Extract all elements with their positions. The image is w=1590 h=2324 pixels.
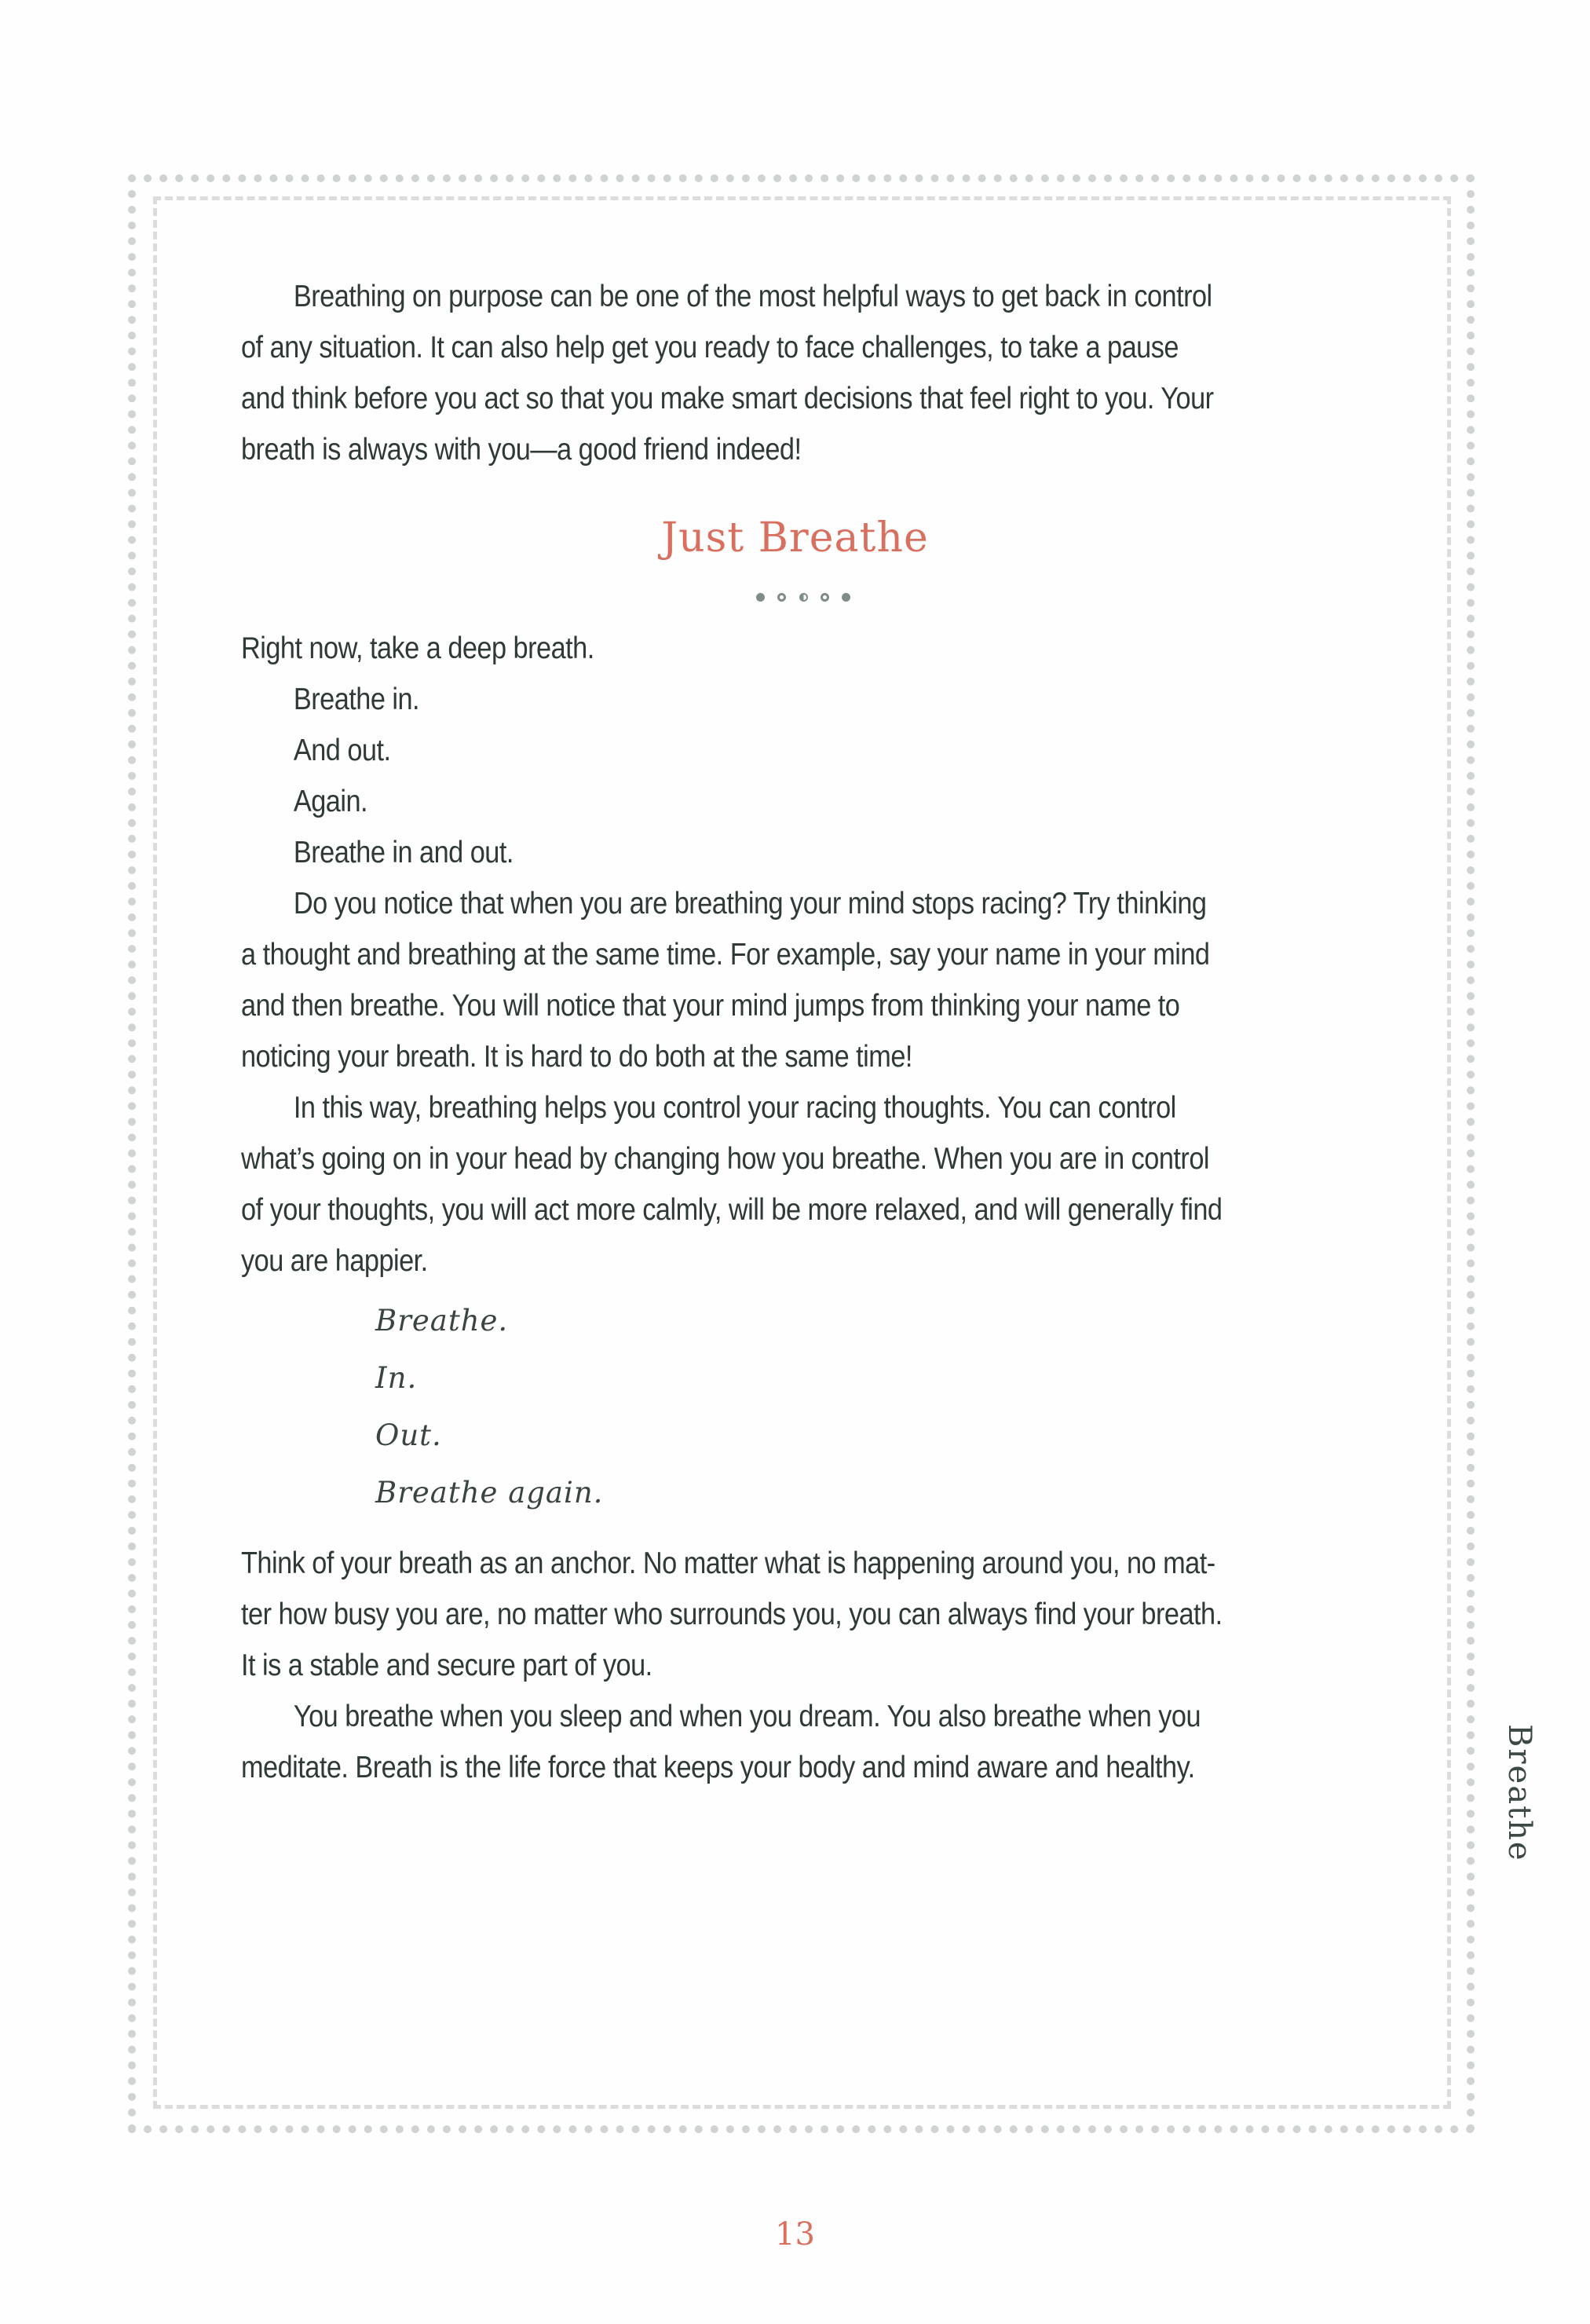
text-line: meditate. Breath is the life force that keeps your body and mind aware and healthy. (241, 1751, 1195, 1784)
chapter-side-tab (1496, 1724, 1543, 1873)
text-line: a thought and breathing at the same time. For example, say your name in your mind (241, 938, 1210, 972)
intro-paragraph (241, 271, 1372, 475)
text-line: Do you notice that when you are breathing your mind stops racing? Try thinking (293, 887, 1207, 920)
section-title: Just Breathe (661, 514, 929, 562)
text-line: In this way, breathing helps you control your racing thoughts. You can control (293, 1091, 1176, 1125)
text-line: ter how busy you are, no matter who surrounds you, you can always find your breath. (241, 1598, 1223, 1631)
text-line: It is a stable and secure part of you. (241, 1649, 652, 1682)
exercise-section (241, 623, 1372, 1286)
exercise-opening: Right now, take a deep breath. (241, 631, 594, 665)
closing-paragraphs (241, 1538, 1372, 1793)
italic-meditation-lines (375, 1292, 603, 1521)
exercise-step: Again. (293, 785, 368, 818)
italic-line: Breathe. (375, 1304, 509, 1338)
exercise-step: Breathe in. (293, 683, 420, 716)
text-line: Think of your breath as an anchor. No matter what is happening around you, no mat- (241, 1546, 1215, 1580)
italic-line: In. (375, 1361, 418, 1395)
ornament-ring-icon (821, 593, 829, 602)
italic-line: Out. (375, 1418, 442, 1452)
text-line: of any situation. It can also help get you ready to face challenges, to take a pause (241, 331, 1179, 364)
text-line: breath is always with you—a good friend indeed! (241, 433, 802, 467)
text-line: noticing your breath. It is hard to do both at the same time! (241, 1040, 912, 1074)
text-line: of your thoughts, you will act more calmly, will be more relaxed, and will generally find (241, 1193, 1223, 1227)
exercise-step: Breathe in and out. (293, 836, 514, 869)
text-line: Breathing on purpose can be one of the most helpful ways to get back in control (293, 280, 1212, 313)
page-number: 13 (775, 2216, 815, 2253)
ornament-half-dot-icon (799, 593, 808, 602)
ornament-ring-icon (777, 593, 786, 602)
ornament-dot-icon (756, 593, 765, 602)
text-line: you are happier. (241, 1244, 428, 1278)
exercise-step: And out. (293, 734, 391, 767)
text-line: You breathe when you sleep and when you dream. You also breathe when you (293, 1700, 1201, 1733)
text-line: what’s going on in your head by changing how you breathe. When you are in control (241, 1142, 1209, 1176)
chapter-side-tab-label: Breathe (1501, 1724, 1537, 1862)
ornament-divider (756, 591, 850, 603)
text-line: and think before you act so that you make smart decisions that feel right to you. Your (241, 382, 1214, 415)
ornament-dot-icon (842, 593, 850, 602)
text-line: and then breathe. You will notice that your mind jumps from thinking your name to (241, 989, 1180, 1023)
italic-line: Breathe again. (375, 1476, 604, 1510)
